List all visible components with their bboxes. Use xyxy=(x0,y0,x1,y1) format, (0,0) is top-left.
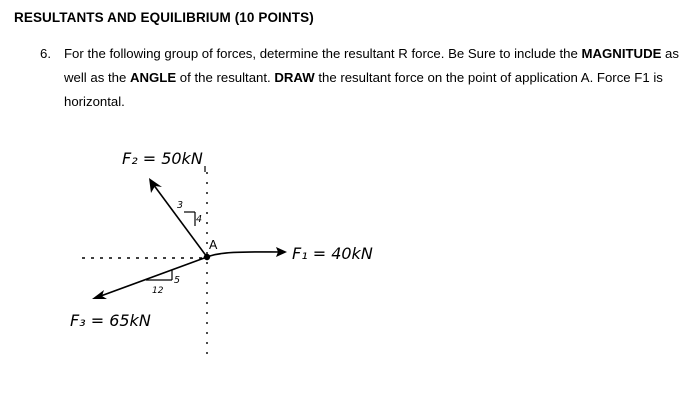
f2-slope-run-label: 4 xyxy=(196,214,203,225)
f2-slope-rise-label: 3 xyxy=(177,200,184,211)
force-f2-arrowhead xyxy=(149,178,162,193)
point-a-marker xyxy=(204,254,210,260)
force-f2-label: F₂ = 50kN xyxy=(122,149,203,168)
page-heading: RESULTANTS AND EQUILIBRIUM (10 POINTS) xyxy=(14,10,314,25)
problem-text-6: horizontal. xyxy=(64,94,125,109)
emphasis-angle: ANGLE xyxy=(129,70,177,85)
problem-text-3: well as the xyxy=(64,70,130,85)
emphasis-magnitude: MAGNITUDE xyxy=(581,46,662,61)
problem-text-5: the resultant force on the point of application A. Force F1 is xyxy=(314,70,663,85)
problem-text-1: For the following group of forces, determine the resultant R force. Be Sure to include the xyxy=(64,46,582,61)
f3-slope-rise-label: 5 xyxy=(174,275,181,286)
force-f1-line xyxy=(207,252,282,257)
problem-text-2: as xyxy=(661,46,679,61)
problem-text-4: of the resultant. xyxy=(176,70,275,85)
force-f3-label: F₃ = 65kN xyxy=(70,311,151,330)
point-a-label: A xyxy=(209,238,218,252)
force-f1-label: F₁ = 40kN xyxy=(292,244,373,263)
f3-slope-run-label: 12 xyxy=(152,286,164,296)
emphasis-draw: DRAW xyxy=(274,70,315,85)
problem-number: 6. xyxy=(40,46,51,61)
